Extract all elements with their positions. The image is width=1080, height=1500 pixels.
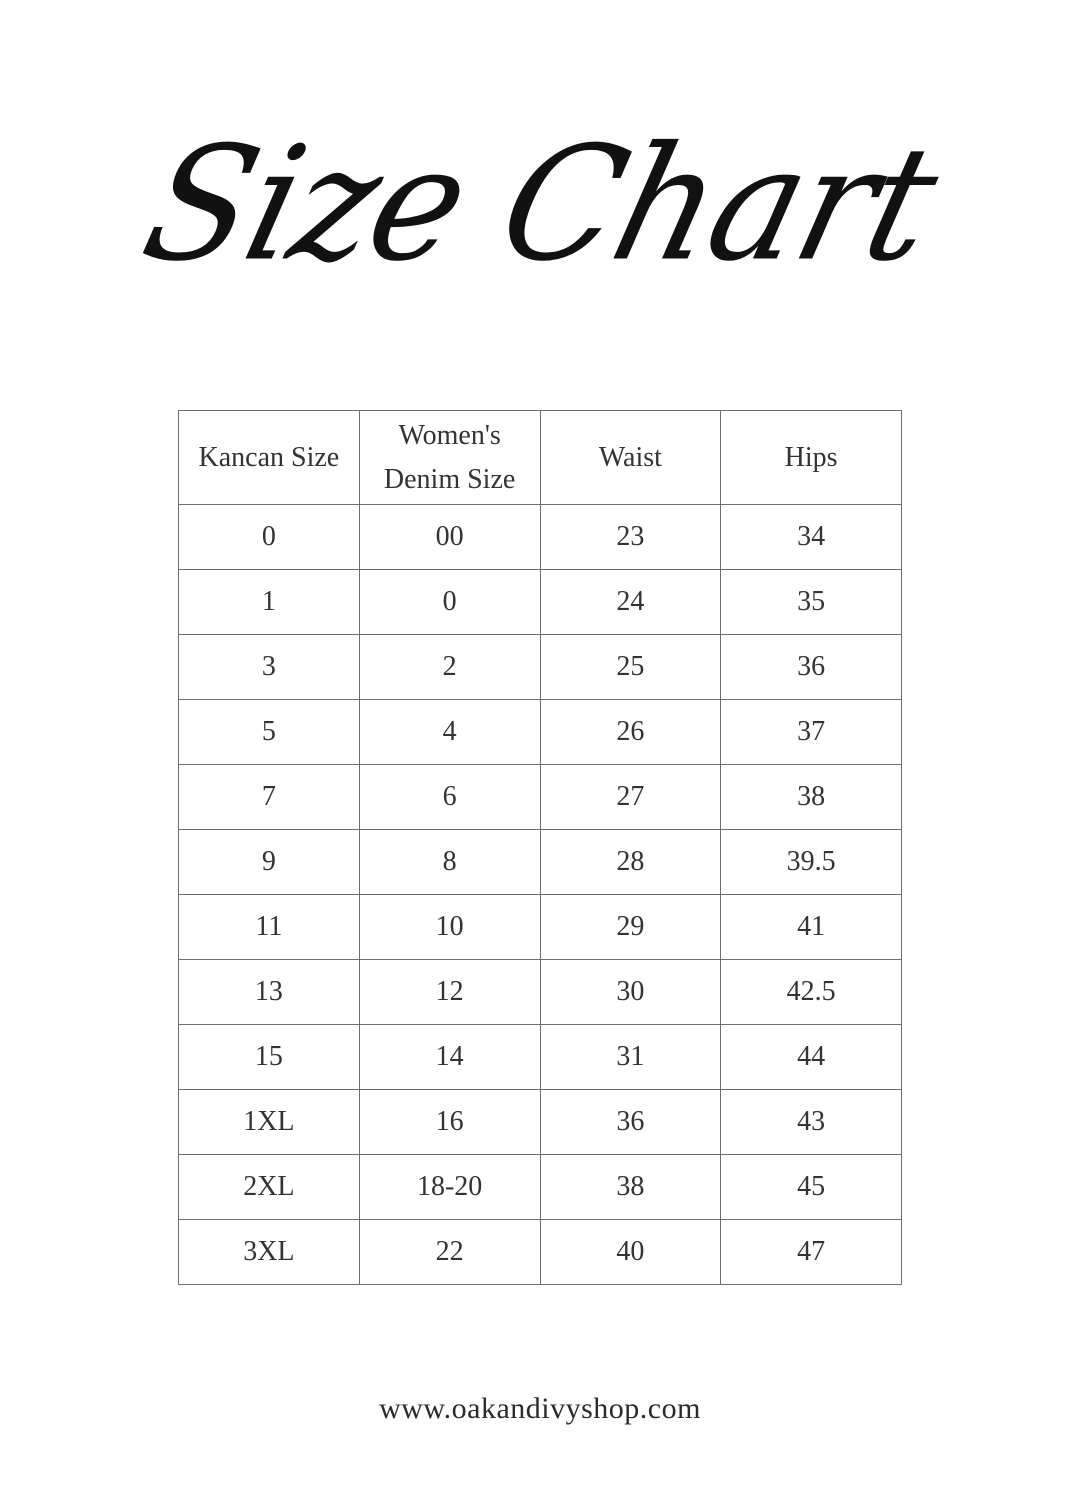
table-cell: 31 xyxy=(540,1025,721,1090)
table-header-row xyxy=(179,411,902,505)
table-cell: 11 xyxy=(179,895,360,960)
table-cell: 23 xyxy=(540,505,721,570)
table-cell: 1XL xyxy=(179,1090,360,1155)
table-cell: 22 xyxy=(359,1220,540,1285)
table-cell: 3XL xyxy=(179,1220,360,1285)
size-table xyxy=(178,410,902,1285)
table-row xyxy=(179,765,902,830)
column-header-womens-denim-size: Women's Denim Size xyxy=(359,411,540,505)
column-header-waist: Waist xyxy=(540,411,721,505)
table-cell: 40 xyxy=(540,1220,721,1285)
table-cell: 4 xyxy=(359,700,540,765)
page-title: Size Chart xyxy=(127,113,953,297)
table-row xyxy=(179,895,902,960)
table-cell: 10 xyxy=(359,895,540,960)
website-url: www.oakandivyshop.com xyxy=(379,1392,701,1425)
table-cell: 42.5 xyxy=(721,960,902,1025)
table-row xyxy=(179,635,902,700)
table-cell: 44 xyxy=(721,1025,902,1090)
table-cell: 14 xyxy=(359,1025,540,1090)
table-cell: 00 xyxy=(359,505,540,570)
table-cell: 2XL xyxy=(179,1155,360,1220)
table-cell: 15 xyxy=(179,1025,360,1090)
table-cell: 18-20 xyxy=(359,1155,540,1220)
table-row xyxy=(179,1025,902,1090)
table-row xyxy=(179,505,902,570)
column-header-kancan-size: Kancan Size xyxy=(179,411,360,505)
table-row xyxy=(179,1220,902,1285)
table-row xyxy=(179,830,902,895)
table-cell: 27 xyxy=(540,765,721,830)
table-cell: 16 xyxy=(359,1090,540,1155)
table-cell: 24 xyxy=(540,570,721,635)
table-cell: 37 xyxy=(721,700,902,765)
table-cell: 2 xyxy=(359,635,540,700)
table-cell: 6 xyxy=(359,765,540,830)
table-row xyxy=(179,960,902,1025)
table-cell: 13 xyxy=(179,960,360,1025)
table-cell: 41 xyxy=(721,895,902,960)
table-cell: 29 xyxy=(540,895,721,960)
table-cell: 39.5 xyxy=(721,830,902,895)
table-cell: 35 xyxy=(721,570,902,635)
table-row xyxy=(179,570,902,635)
column-header-hips: Hips xyxy=(721,411,902,505)
table-cell: 43 xyxy=(721,1090,902,1155)
table-cell: 0 xyxy=(179,505,360,570)
table-cell: 47 xyxy=(721,1220,902,1285)
table-cell: 28 xyxy=(540,830,721,895)
table-cell: 26 xyxy=(540,700,721,765)
table-cell: 25 xyxy=(540,635,721,700)
table-cell: 36 xyxy=(540,1090,721,1155)
table-cell: 5 xyxy=(179,700,360,765)
table-cell: 9 xyxy=(179,830,360,895)
table-cell: 1 xyxy=(179,570,360,635)
table-cell: 38 xyxy=(721,765,902,830)
table-row xyxy=(179,700,902,765)
table-cell: 45 xyxy=(721,1155,902,1220)
table-cell: 0 xyxy=(359,570,540,635)
table-cell: 3 xyxy=(179,635,360,700)
table-cell: 8 xyxy=(359,830,540,895)
table-cell: 36 xyxy=(721,635,902,700)
table-cell: 30 xyxy=(540,960,721,1025)
table-cell: 7 xyxy=(179,765,360,830)
table-cell: 34 xyxy=(721,505,902,570)
table-row xyxy=(179,1090,902,1155)
table-cell: 12 xyxy=(359,960,540,1025)
table-row xyxy=(179,1155,902,1220)
table-cell: 38 xyxy=(540,1155,721,1220)
